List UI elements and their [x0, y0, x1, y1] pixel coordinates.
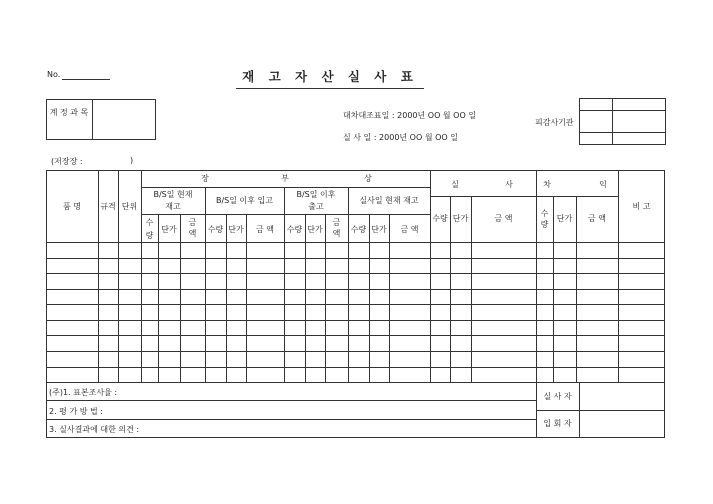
- col-line: [305, 214, 306, 382]
- warehouse-label: (저장장 :: [51, 157, 83, 166]
- unit-price: 단가: [452, 214, 469, 223]
- col-line: [158, 214, 159, 382]
- qty: 수량: [350, 225, 367, 234]
- note-evaluation-method: 2. 평 가 방 법 :: [49, 407, 103, 416]
- col-line: [205, 187, 206, 382]
- auditee-label: 피감사기관: [535, 118, 574, 127]
- qty-split-2: 량: [145, 231, 154, 240]
- qty: 수량: [286, 225, 303, 234]
- unit-price: 단가: [307, 225, 323, 234]
- auditee-box: [579, 98, 666, 145]
- qty: 수량: [207, 225, 224, 234]
- diff-char-1: 차: [543, 180, 551, 189]
- balance-sheet-date: 대차대조표일 : 2000년 OO 월 OO 일: [343, 111, 477, 120]
- col-line: [180, 214, 181, 382]
- unit-price: 단가: [371, 225, 387, 234]
- col-item-name: 품 명: [63, 202, 81, 211]
- col-line: [369, 214, 370, 382]
- row-line: [46, 273, 665, 274]
- bs-current-line1: B/S일 현재: [153, 190, 193, 199]
- unit-price: 단가: [228, 225, 244, 234]
- unit-price: 단가: [556, 214, 573, 223]
- col-unit: 단위: [121, 202, 138, 211]
- actual-char-1: 실: [451, 180, 459, 189]
- unit-price: 단가: [161, 225, 177, 234]
- col-line: [246, 214, 247, 382]
- amount: 금 액: [256, 225, 274, 234]
- col-line: [226, 214, 227, 382]
- title-underline: [236, 88, 424, 89]
- bs-current-line2: 재고: [165, 202, 181, 211]
- actual-char-2: 사: [505, 180, 513, 189]
- amount-split-2: 액: [188, 229, 197, 238]
- row-line: [430, 196, 618, 197]
- row-line: [141, 187, 430, 188]
- amount-split-2: 액: [332, 229, 341, 238]
- qty: 수량: [432, 214, 448, 223]
- col-spec: 규격: [100, 202, 116, 211]
- ledger-char-3: 상: [364, 174, 372, 183]
- after-in: B/S일 이후 입고: [216, 196, 273, 205]
- account-divider: [92, 99, 93, 140]
- note-sampling-rate: (주)1. 표본조사율 :: [49, 388, 118, 397]
- col-line: [284, 187, 285, 382]
- auditee-divider-h1: [579, 110, 666, 111]
- diff-char-2: 익: [599, 180, 607, 189]
- qty-split-2: 량: [540, 220, 549, 229]
- amount: 금 액: [400, 225, 419, 234]
- row-line: [46, 351, 665, 352]
- footer-line: [46, 400, 536, 401]
- row-line: [46, 320, 665, 321]
- after-out-line2: 출고: [308, 202, 324, 211]
- page-title: 재 고 자 산 실 사 표: [242, 69, 418, 84]
- ledger-char-2: 부: [281, 174, 289, 183]
- survey-current: 실사일 현재 재고: [359, 196, 419, 205]
- ledger-char-1: 장: [201, 174, 209, 183]
- after-out-line1: B/S일 이후: [296, 190, 336, 199]
- row-line: [46, 382, 665, 383]
- footer-line: [46, 419, 536, 420]
- col-line: [325, 214, 326, 382]
- row-line: [46, 367, 665, 368]
- qty-split-1: 수: [540, 209, 549, 218]
- col-remarks: 비 고: [632, 202, 651, 211]
- col-line: [389, 214, 390, 382]
- row-line: [46, 335, 665, 336]
- qty-split-1: 수: [145, 218, 154, 227]
- survey-date: 실 사 일 : 2000년 OO 월 OO 일: [343, 133, 458, 142]
- amount-split-1: 금: [188, 218, 197, 227]
- col-line: [348, 187, 349, 382]
- auditee-divider-v: [612, 98, 613, 145]
- document-number-line: [62, 79, 110, 80]
- row-line: [46, 304, 665, 305]
- note-opinion: 3. 실사결과에 대한 의견 :: [49, 425, 140, 434]
- row-line: [46, 242, 665, 243]
- account-label: 계 정 과 목: [49, 108, 89, 117]
- document-number-label: No.: [47, 70, 61, 79]
- warehouse-close: ): [130, 156, 134, 165]
- auditee-divider-h2: [579, 132, 666, 133]
- amount-split-1: 금: [332, 218, 341, 227]
- amount: 금 액: [494, 214, 513, 223]
- row-line: [46, 289, 665, 290]
- witness-label: 입 회 자: [543, 419, 572, 428]
- surveyor-label: 실 사 자: [543, 392, 572, 401]
- footer-line: [536, 410, 665, 411]
- row-line: [141, 214, 430, 215]
- row-line: [46, 258, 665, 259]
- amount: 금 액: [588, 214, 606, 223]
